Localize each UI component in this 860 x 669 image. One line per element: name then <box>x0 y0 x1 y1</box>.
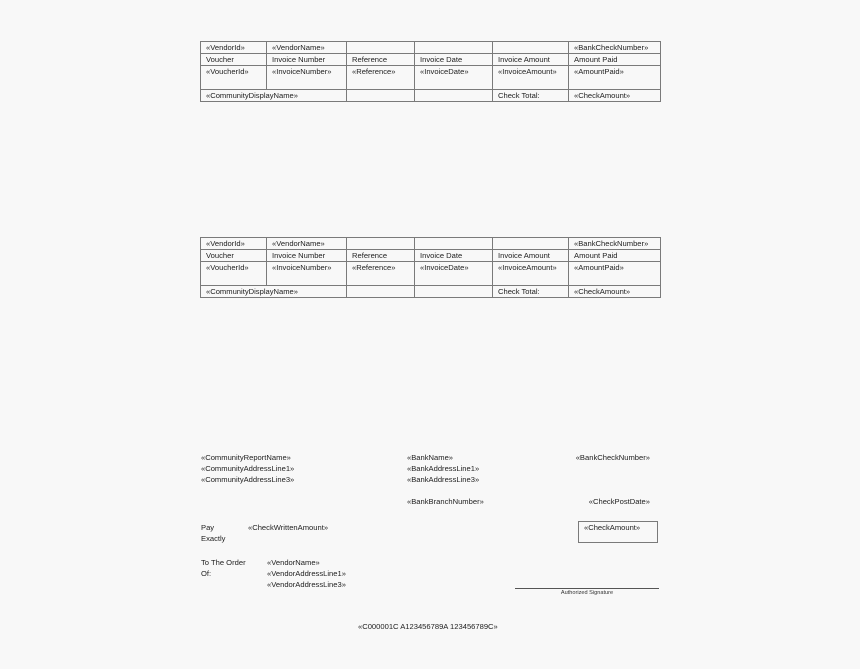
stub-vendor-row <box>201 238 661 250</box>
stub-footer-row <box>201 286 661 298</box>
signature-line <box>515 588 659 589</box>
bank-address-line-3: «BankAddressLine3» <box>407 475 480 484</box>
community-report-name: «CommunityReportName» <box>201 453 291 462</box>
exactly-label: Exactly <box>201 534 226 543</box>
invoice-date-cell: «InvoiceDate» <box>415 66 493 90</box>
empty-cell <box>347 286 415 298</box>
empty-cell <box>347 238 415 250</box>
check-post-date: «CheckPostDate» <box>588 497 650 506</box>
empty-cell <box>493 238 569 250</box>
community-display-name-cell: «CommunityDisplayName» <box>201 90 347 102</box>
vendor-id-cell: «VendorId» <box>201 42 267 54</box>
vendor-address-line-1: «VendorAddressLine1» <box>267 569 346 578</box>
vendor-name-cell: «VendorName» <box>267 238 347 250</box>
invoice-number-cell: «InvoiceNumber» <box>267 262 347 286</box>
check-amount: «CheckAmount» <box>584 523 641 532</box>
check-total-label: Check Total: <box>493 286 569 298</box>
vendor-id-cell: «VendorId» <box>201 238 267 250</box>
header-invoice-amount: Invoice Amount <box>493 54 569 66</box>
bank-address-line-1: «BankAddressLine1» <box>407 464 480 473</box>
header-invoice-number: Invoice Number <box>267 54 347 66</box>
empty-cell <box>415 90 493 102</box>
stub-header-row <box>201 250 661 262</box>
bank-name: «BankName» <box>407 453 454 462</box>
header-invoice-date: Invoice Date <box>415 250 493 262</box>
empty-cell <box>347 90 415 102</box>
invoice-amount-cell: «InvoiceAmount» <box>493 66 569 90</box>
micr-line: «C000001C A123456789A 123456789C» <box>358 622 498 631</box>
bank-branch-number: «BankBranchNumber» <box>407 497 484 506</box>
vendor-name-cell: «VendorName» <box>267 42 347 54</box>
bank-check-number-cell: «BankCheckNumber» <box>569 42 661 54</box>
reference-cell: «Reference» <box>347 262 415 286</box>
stub-header-row <box>201 54 661 66</box>
check-number: «BankCheckNumber» <box>575 453 650 462</box>
voucher-id-cell: «VoucherId» <box>201 66 267 90</box>
empty-cell <box>415 238 493 250</box>
stub-detail-row <box>201 66 661 90</box>
community-address-line-3: «CommunityAddressLine3» <box>201 475 295 484</box>
check-amount-cell: «CheckAmount» <box>569 286 661 298</box>
empty-cell <box>415 42 493 54</box>
vendor-name: «VendorName» <box>267 558 320 567</box>
of-label: Of: <box>201 569 212 578</box>
header-amount-paid: Amount Paid <box>569 250 661 262</box>
amount-paid-cell: «AmountPaid» <box>569 262 661 286</box>
bank-check-number-cell: «BankCheckNumber» <box>569 238 661 250</box>
voucher-id-cell: «VoucherId» <box>201 262 267 286</box>
header-invoice-date: Invoice Date <box>415 54 493 66</box>
invoice-amount-cell: «InvoiceAmount» <box>493 262 569 286</box>
pay-label: Pay <box>201 523 215 532</box>
empty-cell <box>415 286 493 298</box>
to-the-order-label: To The Order <box>201 558 246 567</box>
community-display-name-cell: «CommunityDisplayName» <box>201 286 347 298</box>
check-amount-cell: «CheckAmount» <box>569 90 661 102</box>
check-stub-table-2 <box>200 237 661 298</box>
header-reference: Reference <box>347 54 415 66</box>
header-voucher: Voucher <box>201 54 267 66</box>
community-address-line-1: «CommunityAddressLine1» <box>201 464 295 473</box>
header-voucher: Voucher <box>201 250 267 262</box>
check-written-amount: «CheckWrittenAmount» <box>248 523 329 532</box>
check-total-label: Check Total: <box>493 90 569 102</box>
invoice-date-cell: «InvoiceDate» <box>415 262 493 286</box>
stub-vendor-row <box>201 42 661 54</box>
stub-detail-row <box>201 262 661 286</box>
amount-paid-cell: «AmountPaid» <box>569 66 661 90</box>
empty-cell <box>347 42 415 54</box>
header-reference: Reference <box>347 250 415 262</box>
empty-cell <box>493 42 569 54</box>
reference-cell: «Reference» <box>347 66 415 90</box>
invoice-number-cell: «InvoiceNumber» <box>267 66 347 90</box>
stub-footer-row <box>201 90 661 102</box>
check-stub-table-1 <box>200 41 661 102</box>
check-amount-box <box>578 521 658 543</box>
header-invoice-number: Invoice Number <box>267 250 347 262</box>
header-amount-paid: Amount Paid <box>569 54 661 66</box>
authorized-signature-label: Authorized Signature <box>560 590 614 596</box>
header-invoice-amount: Invoice Amount <box>493 250 569 262</box>
vendor-address-line-3: «VendorAddressLine3» <box>267 580 346 589</box>
